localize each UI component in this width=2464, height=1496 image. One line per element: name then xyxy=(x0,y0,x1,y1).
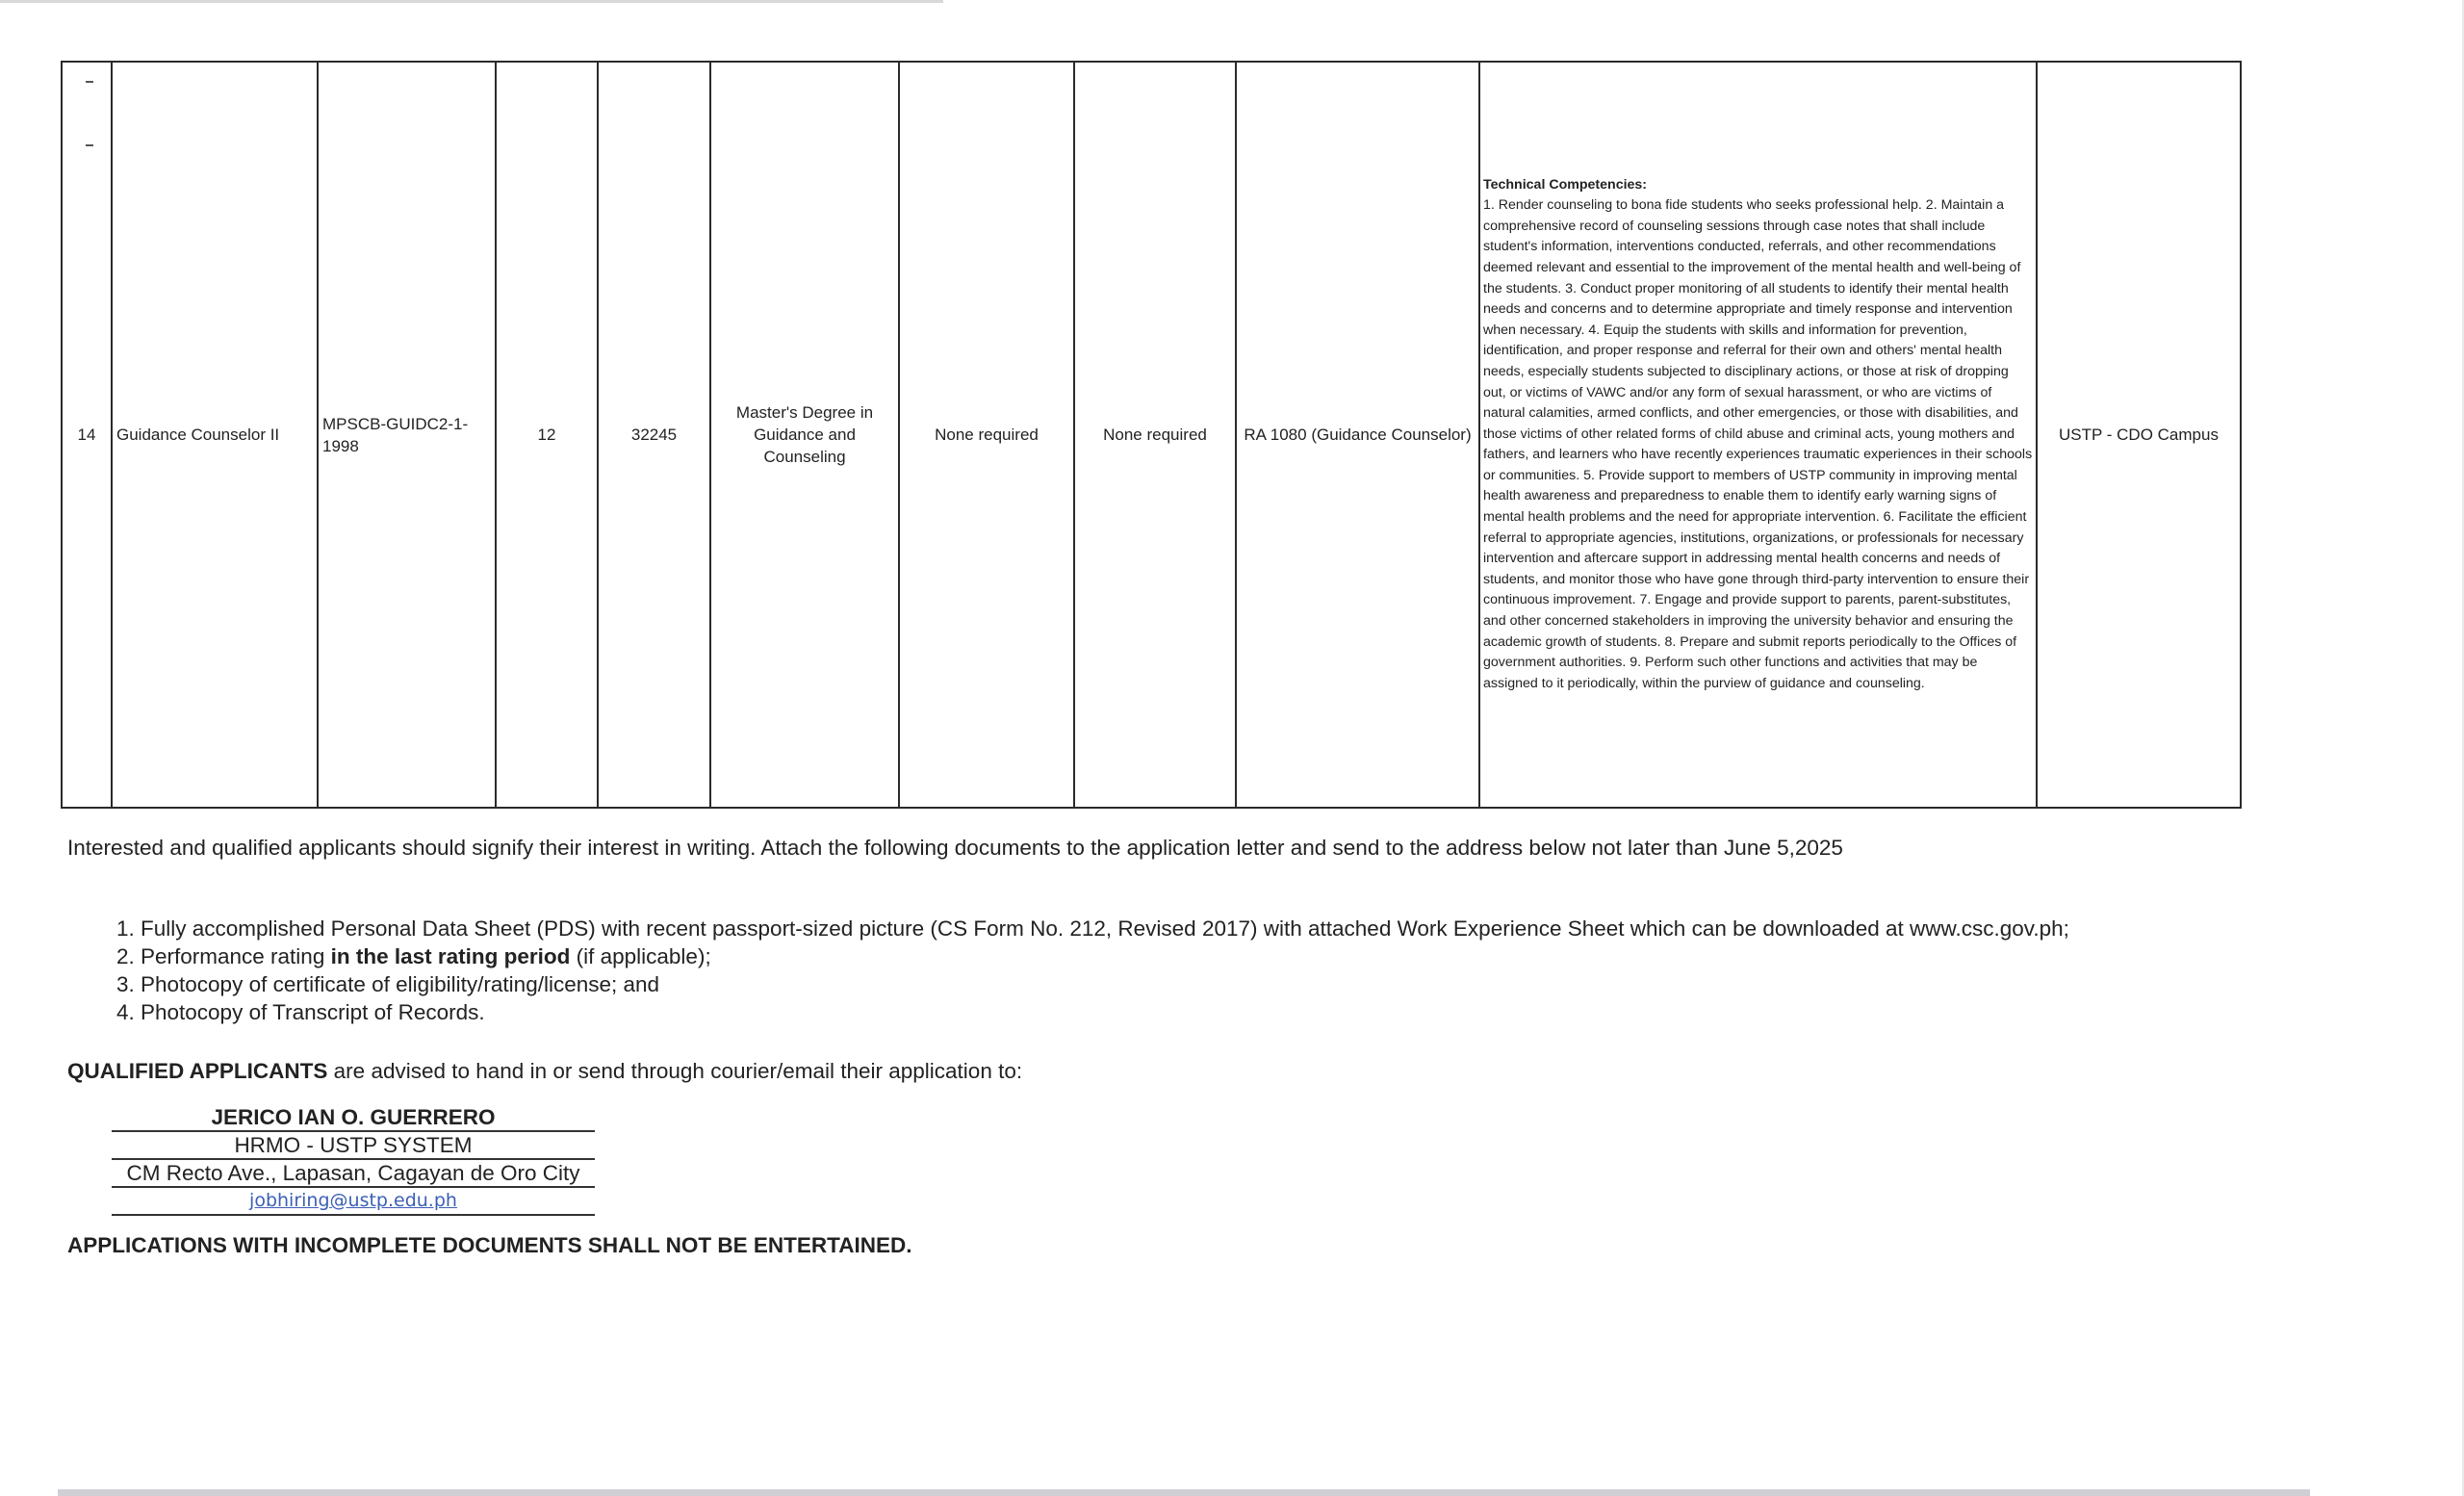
education-cell xyxy=(710,62,899,808)
vacancy-table xyxy=(61,61,2242,809)
requirement-item xyxy=(141,998,2069,1026)
qualified-applicants-text: are advised to hand in or send through courier/email their application to: xyxy=(327,1059,1023,1083)
place-of-assignment-cell xyxy=(2037,62,2241,808)
qualified-applicants-note xyxy=(67,1059,1022,1084)
monthly-salary: 32245 xyxy=(630,426,678,444)
addressee-office: HRMO - USTP SYSTEM xyxy=(112,1132,595,1160)
qualified-applicants-label: QUALIFIED APPLICANTS xyxy=(67,1059,328,1083)
requirement-item xyxy=(141,915,2069,942)
incomplete-documents-warning: APPLICATIONS WITH INCOMPLETE DOCUMENTS SHALL NOT BE ENTERTAINED. xyxy=(67,1233,912,1257)
address-block xyxy=(112,1104,595,1216)
table-row xyxy=(62,62,2241,808)
row-dash-mark-top xyxy=(86,81,93,83)
competencies-heading: Technical Competencies: xyxy=(1483,176,1648,193)
competencies-body: 1. Render counseling to bona fide students who seeks professional help. 2. Maintain a comprehensive record of counseling sessions through case notes that shall include student's information, interventions conducted, referrals, and other recommendations deemed relevant and essential to the improvement of the mental health and well-being of the students. 3. Conduct proper monitoring of all students to identify their mental health needs and concerns and to determine appropriate and timely response and intervention when necessary. 4. Equip the students with skills and information for prevention, identification, and proper response and referral for their own and others' mental health needs, especially students subjected to disciplinary actions, or those at risk of dropping out, or victims of VAWC and/or any form of sexual harassment, or who are victims of natural calamities, armed conflicts, and other emergencies, or those with disabilities, and those victims of other related forms of child abuse and criminal acts, young mothers and fathers, and learners who have recently experiences traumatic experiences in their schools or communities. 5. Provide support to members of USTP community in improving mental health awareness and preparedness to enable them to identify early warning signs of mental health problems and the need for appropriate intervention. 6. Facilitate the efficient referral to appropriate agencies, institutions, organizations, or professionals for necessary intervention and aftercare support in addressing mental health concerns and needs of students, and monitor those who have gone through third-party intervention to ensure their continuous improvement. 7. Engage and provide support to parents, parent-substitutes, and other concerned stakeholders in improving the university behavior and ensuring the academic growth of students. 8. Prepare and submit reports periodically to the Offices of government authorities. 9. Perform such other functions and activities that may be assigned to it periodically, within the purview of guidance and counseling. xyxy=(1483,197,2033,691)
plantilla-item-cell xyxy=(318,62,496,808)
requirement-item xyxy=(141,970,2069,998)
intro-paragraph: Interested and qualified applicants should signify their interest in writing. Attach the following documents to the application letter and send to the address below not later than June 5,2025 xyxy=(67,836,1843,860)
place-of-assignment: USTP - CDO Campus xyxy=(2059,426,2219,444)
eligibility: RA 1080 (Guidance Counselor) xyxy=(1244,426,1472,444)
position-title: Guidance Counselor II xyxy=(116,426,280,444)
requirement-text: Fully accomplished Personal Data Sheet (PDS) with recent passport-sized picture (CS Form No. 212, Revised 2017) with attached Work Experience Sheet which can be downloaded at www.csc.gov.ph; xyxy=(141,916,2069,941)
eligibility-cell xyxy=(1236,62,1479,808)
monthly-salary-cell xyxy=(598,62,710,808)
plantilla-item: MPSCB-GUIDC2-1-1998 xyxy=(322,414,469,455)
addressee-name: JERICO IAN O. GUERRERO xyxy=(112,1104,595,1132)
requirement-text: Photocopy of Transcript of Records. xyxy=(141,1000,485,1024)
item-number: 14 xyxy=(77,426,96,444)
requirement-item xyxy=(141,942,2069,970)
row-dash-mark-middle xyxy=(86,144,93,146)
addressee-street: CM Recto Ave., Lapasan, Cagayan de Oro City xyxy=(112,1160,595,1188)
requirement-text: (if applicable); xyxy=(570,944,711,968)
training-cell xyxy=(899,62,1074,808)
salary-grade-cell xyxy=(496,62,598,808)
addressee-email-link[interactable]: jobhiring@ustp.edu.ph xyxy=(112,1188,595,1216)
item-number-cell xyxy=(62,62,112,808)
competencies-cell xyxy=(1479,62,2037,808)
requirement-emphasis: in the last rating period xyxy=(330,944,571,968)
requirement-text: Performance rating xyxy=(141,944,331,968)
position-title-cell xyxy=(112,62,318,808)
salary-grade: 12 xyxy=(537,426,556,444)
education: Master's Degree in Guidance and Counseling xyxy=(735,403,874,466)
experience: None required xyxy=(1103,426,1207,444)
scan-edge-top xyxy=(0,0,943,3)
scan-edge-bottom xyxy=(58,1489,2310,1496)
training: None required xyxy=(935,426,1039,444)
requirement-text: Photocopy of certificate of eligibility/rating/license; and xyxy=(141,972,660,996)
requirements-list xyxy=(67,915,2069,1026)
experience-cell xyxy=(1074,62,1236,808)
